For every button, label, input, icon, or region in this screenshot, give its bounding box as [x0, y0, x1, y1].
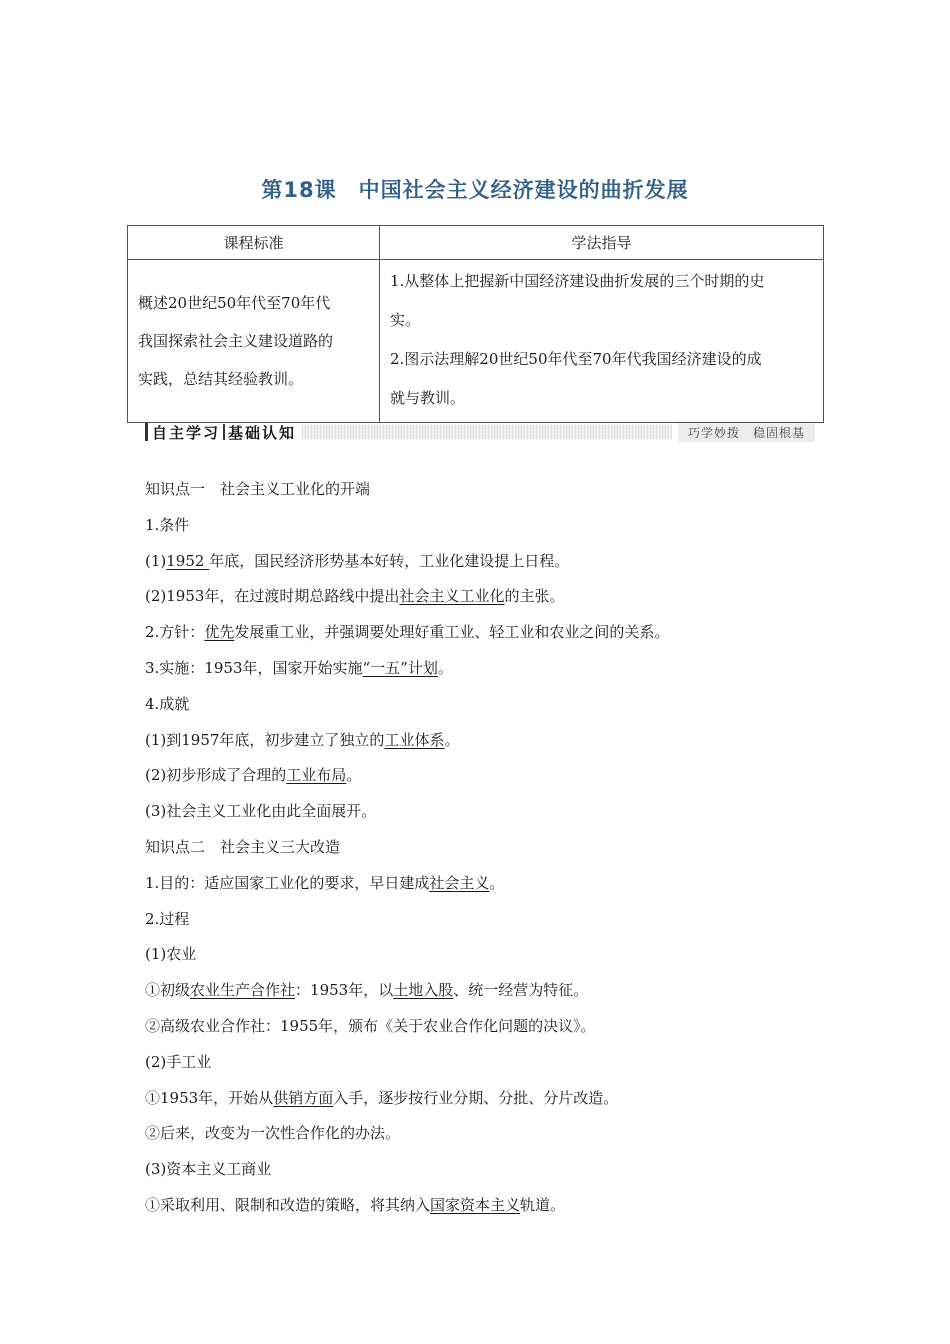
text-segment: 年底，国民经济形势基本好转，工业化建设提上日程。 [209, 551, 570, 570]
banner-slogan: 巧学妙拨 稳固根基 [678, 423, 815, 442]
content-line [145, 615, 825, 651]
underlined-key-term: 优先 [204, 623, 235, 642]
knowledge-content [145, 472, 825, 1224]
content-line [145, 1152, 825, 1188]
underlined-key-term: 社会主义 [429, 873, 490, 892]
text-segment: ：1953年，以 [295, 981, 394, 1000]
content-line [145, 544, 825, 580]
content-line [145, 1081, 825, 1117]
text-segment: 1.目的：适应国家工业化的要求，早日建成 [145, 873, 430, 892]
underlined-key-term: 1952 [166, 551, 210, 570]
underlined-key-term: 国家资本主义 [430, 1195, 521, 1214]
content-line [145, 508, 825, 544]
text-segment: 知识点二 社会主义三大改造 [145, 837, 341, 856]
content-line [145, 1045, 825, 1081]
text-segment: ②高级农业合作社：1955年，颁布《关于农业合作化问题的决议》。 [145, 1016, 596, 1035]
text-segment: 2.过程 [145, 909, 190, 928]
text-segment: 轨道。 [520, 1195, 566, 1214]
text-segment: (1)到1957年底，初步建立了独立的 [145, 730, 385, 749]
text-segment: (2)初步形成了合理的 [145, 766, 287, 785]
curriculum-standard-cell [128, 260, 380, 423]
text-segment: 知识点一 社会主义工业化的开端 [145, 480, 371, 498]
text-segment: (2)1953年，在过渡时期总路线中提出 [145, 587, 400, 606]
banner-divider [223, 424, 225, 440]
text-segment: 的主张。 [504, 587, 565, 606]
text-segment: 。 [444, 730, 460, 749]
guidance-line: 2.图示法理解20世纪50年代至70年代我国经济建设的成 [390, 350, 762, 368]
curriculum-table [127, 225, 824, 423]
text-segment: (3)资本主义工商业 [145, 1160, 272, 1179]
standard-line: 概述20世纪50年代至70年代 [138, 294, 331, 312]
text-segment: 、统一经营为特征。 [453, 981, 589, 1000]
guidance-line: 1.从整体上把握新中国经济建设曲折发展的三个时期的史 [390, 272, 765, 290]
text-segment: 2.方针： [145, 623, 205, 642]
content-line [145, 937, 825, 973]
text-segment: 4.成就 [145, 694, 190, 713]
header-study-guidance: 学法指导 [380, 226, 824, 260]
underlined-key-term: 土地入股 [393, 981, 454, 1000]
text-segment: ①初级 [145, 981, 191, 1000]
text-segment: (1) [145, 551, 167, 570]
text-segment: 。 [489, 873, 505, 892]
table-header-row [128, 226, 824, 260]
content-line [145, 472, 825, 508]
content-line [145, 758, 825, 794]
banner-title-self-study: 自主学习 [152, 423, 221, 442]
guidance-line: 就与教训。 [390, 389, 466, 407]
text-segment: ②后来，改变为一次性合作化的办法。 [145, 1124, 401, 1143]
text-segment: ①采取利用、限制和改造的策略，将其纳入 [145, 1195, 431, 1214]
section-banner [145, 422, 815, 442]
underlined-key-term: 农业生产合作社 [190, 981, 296, 1000]
content-line [145, 902, 825, 938]
underlined-key-term: 工业布局 [286, 766, 347, 785]
text-segment: 入手，逐步按行业分期、分批、分片改造。 [333, 1088, 619, 1107]
header-curriculum-standard: 课程标准 [128, 226, 380, 260]
banner-title-basic-knowledge: 基础认知 [228, 423, 297, 442]
text-segment: 发展重工业，并强调要处理好重工业、轻工业和农业之间的关系。 [234, 623, 670, 642]
underlined-key-term: 供销方面 [273, 1088, 334, 1107]
banner-pattern [302, 425, 672, 439]
content-line [145, 687, 825, 723]
text-segment: 1.条件 [145, 515, 190, 534]
standard-line: 实践，总结其经验教训。 [138, 370, 304, 388]
text-segment: (2)手工业 [145, 1052, 212, 1071]
content-line [145, 723, 825, 759]
page-title: 第18课 中国社会主义经济建设的曲折发展 [261, 178, 689, 202]
text-segment: (1)农业 [145, 945, 197, 964]
text-segment: 。 [437, 658, 453, 677]
content-line [145, 973, 825, 1009]
text-segment: 。 [346, 766, 362, 785]
text-segment: (3)社会主义工业化由此全面展开。 [145, 802, 377, 821]
underlined-key-term: 社会主义工业化 [399, 587, 505, 606]
table-row [128, 260, 824, 423]
content-line [145, 1009, 825, 1045]
text-segment: ①1953年，开始从 [145, 1088, 274, 1107]
content-line [145, 651, 825, 687]
content-line [145, 1116, 825, 1152]
study-guidance-cell [380, 260, 824, 423]
content-line [145, 794, 825, 830]
content-line [145, 579, 825, 615]
underlined-key-term: “一五”计划 [362, 658, 438, 677]
guidance-line: 实。 [390, 311, 421, 329]
content-line [145, 866, 825, 902]
standard-line: 我国探索社会主义建设道路的 [138, 332, 334, 350]
text-segment: 3.实施：1953年，国家开始实施 [145, 658, 363, 677]
banner-bar-icon [145, 423, 148, 441]
underlined-key-term: 工业体系 [384, 730, 445, 749]
content-line [145, 830, 825, 866]
content-line [145, 1188, 825, 1224]
